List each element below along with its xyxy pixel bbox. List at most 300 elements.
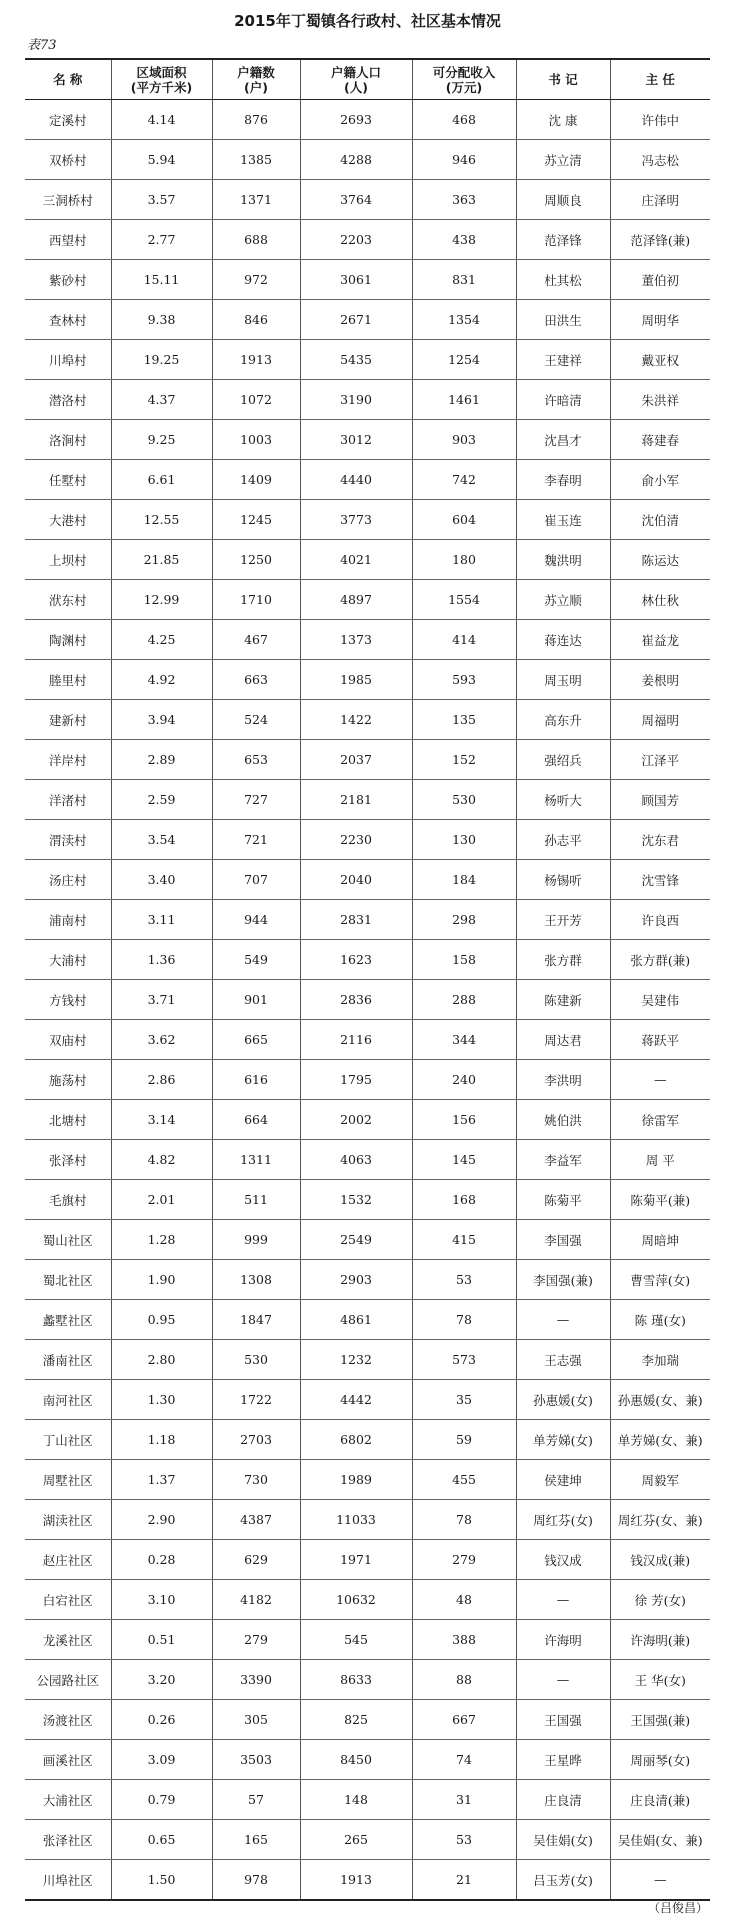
cell-area: 0.28 [111,1540,212,1580]
table-row [25,300,710,340]
cell-secretary: 沈 康 [516,100,610,140]
cell-income: 88 [412,1660,516,1700]
cell-households: 846 [212,300,300,340]
cell-area: 1.90 [111,1260,212,1300]
table-header-row [25,59,710,100]
cell-director: 李加瑞 [610,1340,710,1380]
cell-households: 1250 [212,540,300,580]
cell-income: 363 [412,180,516,220]
table-row [25,500,710,540]
cell-name: 蜀北社区 [25,1260,111,1300]
cell-name: 丁山社区 [25,1420,111,1460]
cell-households: 1913 [212,340,300,380]
cell-secretary: 李益军 [516,1140,610,1180]
cell-area: 1.18 [111,1420,212,1460]
cell-secretary: 强绍兵 [516,740,610,780]
cell-director: 陈菊平(兼) [610,1180,710,1220]
cell-population: 2671 [300,300,412,340]
cell-population: 825 [300,1700,412,1740]
cell-director: 蒋跃平 [610,1020,710,1060]
cell-director: 姜根明 [610,660,710,700]
cell-director: 崔益龙 [610,620,710,660]
cell-secretary: 苏立顺 [516,580,610,620]
cell-area: 2.01 [111,1180,212,1220]
cell-population: 1795 [300,1060,412,1100]
cell-population: 1985 [300,660,412,700]
cell-income: 593 [412,660,516,700]
cell-director: 王国强(兼) [610,1700,710,1740]
cell-population: 10632 [300,1580,412,1620]
cell-director: 林仕秋 [610,580,710,620]
cell-households: 901 [212,980,300,1020]
cell-households: 305 [212,1700,300,1740]
cell-area: 3.20 [111,1660,212,1700]
cell-name: 洛涧村 [25,420,111,460]
cell-income: 438 [412,220,516,260]
cell-population: 4440 [300,460,412,500]
cell-population: 1913 [300,1860,412,1901]
cell-income: 903 [412,420,516,460]
cell-households: 1409 [212,460,300,500]
cell-income: 48 [412,1580,516,1620]
cell-name: 赵庄社区 [25,1540,111,1580]
table-row [25,1620,710,1660]
cell-name: 蜀山社区 [25,1220,111,1260]
table-row [25,1420,710,1460]
cell-income: 1254 [412,340,516,380]
table-row [25,1180,710,1220]
cell-population: 148 [300,1780,412,1820]
cell-households: 978 [212,1860,300,1901]
cell-director: 戴亚权 [610,340,710,380]
table-row [25,620,710,660]
cell-area: 3.94 [111,700,212,740]
cell-name: 白宕社区 [25,1580,111,1620]
cell-secretary: 侯建坤 [516,1460,610,1500]
table-row [25,1020,710,1060]
cell-director: 沈伯清 [610,500,710,540]
cell-income: 468 [412,100,516,140]
cell-area: 2.89 [111,740,212,780]
cell-households: 1847 [212,1300,300,1340]
table-row [25,180,710,220]
cell-income: 455 [412,1460,516,1500]
cell-income: 530 [412,780,516,820]
cell-households: 1385 [212,140,300,180]
cell-name: 汤渡社区 [25,1700,111,1740]
cell-households: 4182 [212,1580,300,1620]
cell-households: 4387 [212,1500,300,1540]
cell-households: 999 [212,1220,300,1260]
cell-area: 4.92 [111,660,212,700]
cell-population: 4861 [300,1300,412,1340]
cell-population: 4063 [300,1140,412,1180]
cell-population: 4897 [300,580,412,620]
cell-area: 1.36 [111,940,212,980]
cell-households: 1003 [212,420,300,460]
cell-secretary: 陈菊平 [516,1180,610,1220]
cell-name: 大浦村 [25,940,111,980]
cell-income: 184 [412,860,516,900]
cell-name: 北塘村 [25,1100,111,1140]
table-row [25,1500,710,1540]
cell-income: 35 [412,1380,516,1420]
header-income: 可分配收入 (万元) [412,59,516,100]
cell-name: 双桥村 [25,140,111,180]
cell-households: 2703 [212,1420,300,1460]
table-row [25,1820,710,1860]
table-row [25,220,710,260]
table-row [25,460,710,500]
table-row [25,100,710,140]
cell-director: 钱汉成(兼) [610,1540,710,1580]
table-row [25,820,710,860]
cell-name: 塍里村 [25,660,111,700]
cell-area: 5.94 [111,140,212,180]
cell-secretary: 孙惠媛(女) [516,1380,610,1420]
table-row [25,1380,710,1420]
cell-secretary: 沈昌才 [516,420,610,460]
cell-secretary: 孙志平 [516,820,610,860]
cell-name: 张泽村 [25,1140,111,1180]
cell-area: 3.09 [111,1740,212,1780]
cell-name: 浦南村 [25,900,111,940]
cell-income: 415 [412,1220,516,1260]
cell-population: 5435 [300,340,412,380]
cell-name: 查林村 [25,300,111,340]
cell-population: 1989 [300,1460,412,1500]
cell-name: 龙溪社区 [25,1620,111,1660]
cell-income: 158 [412,940,516,980]
cell-population: 4021 [300,540,412,580]
cell-households: 1371 [212,180,300,220]
cell-director: 徐雷军 [610,1100,710,1140]
cell-secretary: 魏洪明 [516,540,610,580]
cell-households: 944 [212,900,300,940]
cell-name: 南河社区 [25,1380,111,1420]
cell-director: 沈雪锋 [610,860,710,900]
cell-secretary: 周达君 [516,1020,610,1060]
cell-population: 8633 [300,1660,412,1700]
cell-name: 洑东村 [25,580,111,620]
cell-area: 2.80 [111,1340,212,1380]
cell-income: 1554 [412,580,516,620]
table-row [25,1780,710,1820]
cell-population: 2230 [300,820,412,860]
cell-secretary: 陈建新 [516,980,610,1020]
table-row [25,1340,710,1380]
table-row [25,700,710,740]
cell-secretary: 周红芬(女) [516,1500,610,1540]
cell-director: 周丽琴(女) [610,1740,710,1780]
cell-income: 414 [412,620,516,660]
header-secretary: 书 记 [516,59,610,100]
header-director: 主 任 [610,59,710,100]
cell-area: 3.71 [111,980,212,1020]
cell-population: 1971 [300,1540,412,1580]
cell-secretary: 范泽锋 [516,220,610,260]
header-area: 区域面积 (平方千米) [111,59,212,100]
cell-secretary: — [516,1300,610,1340]
cell-population: 1623 [300,940,412,980]
cell-director: 吴佳娟(女、兼) [610,1820,710,1860]
cell-population: 3764 [300,180,412,220]
cell-secretary: 蒋连达 [516,620,610,660]
cell-name: 潜洛村 [25,380,111,420]
cell-area: 3.62 [111,1020,212,1060]
cell-households: 721 [212,820,300,860]
cell-name: 定溪村 [25,100,111,140]
cell-area: 1.50 [111,1860,212,1901]
cell-area: 9.25 [111,420,212,460]
cell-population: 3773 [300,500,412,540]
cell-name: 洋岸村 [25,740,111,780]
cell-population: 8450 [300,1740,412,1780]
cell-area: 4.37 [111,380,212,420]
cell-population: 4288 [300,140,412,180]
cell-secretary: 周玉明 [516,660,610,700]
header-population: 户籍人口 (人) [300,59,412,100]
cell-population: 2203 [300,220,412,260]
cell-director: 张方群(兼) [610,940,710,980]
cell-secretary: 田洪生 [516,300,610,340]
cell-director: 俞小军 [610,460,710,500]
cell-name: 蠡墅社区 [25,1300,111,1340]
cell-director: 周毅军 [610,1460,710,1500]
cell-income: 53 [412,1820,516,1860]
cell-secretary: 杨听大 [516,780,610,820]
cell-area: 3.40 [111,860,212,900]
cell-secretary: 许海明 [516,1620,610,1660]
cell-director: 周暗坤 [610,1220,710,1260]
cell-area: 21.85 [111,540,212,580]
cell-secretary: 许暗清 [516,380,610,420]
cell-population: 2549 [300,1220,412,1260]
cell-area: 9.38 [111,300,212,340]
cell-households: 3390 [212,1660,300,1700]
cell-population: 3012 [300,420,412,460]
cell-area: 3.10 [111,1580,212,1620]
table-row [25,420,710,460]
table-row [25,380,710,420]
cell-income: 388 [412,1620,516,1660]
cell-director: 江泽平 [610,740,710,780]
cell-area: 0.51 [111,1620,212,1660]
cell-director: 陈运达 [610,540,710,580]
cell-households: 616 [212,1060,300,1100]
cell-population: 1422 [300,700,412,740]
cell-income: 1461 [412,380,516,420]
cell-households: 664 [212,1100,300,1140]
table-row [25,780,710,820]
cell-households: 524 [212,700,300,740]
cell-area: 2.86 [111,1060,212,1100]
cell-income: 53 [412,1260,516,1300]
cell-name: 川埠社区 [25,1860,111,1901]
cell-area: 3.57 [111,180,212,220]
cell-director: — [610,1860,710,1901]
cell-income: 279 [412,1540,516,1580]
cell-name: 大浦社区 [25,1780,111,1820]
table-row [25,740,710,780]
cell-households: 3503 [212,1740,300,1780]
table-row [25,860,710,900]
cell-director: 陈 瑾(女) [610,1300,710,1340]
cell-secretary: — [516,1580,610,1620]
cell-director: — [610,1060,710,1100]
table-row [25,260,710,300]
cell-households: 1308 [212,1260,300,1300]
table-row [25,1460,710,1500]
cell-director: 孙惠媛(女、兼) [610,1380,710,1420]
cell-population: 2836 [300,980,412,1020]
cell-households: 665 [212,1020,300,1060]
cell-secretary: 李国强 [516,1220,610,1260]
cell-population: 1373 [300,620,412,660]
cell-secretary: 李国强(兼) [516,1260,610,1300]
cell-secretary: 钱汉成 [516,1540,610,1580]
table-row [25,1100,710,1140]
cell-director: 曹雪萍(女) [610,1260,710,1300]
cell-name: 施荡村 [25,1060,111,1100]
cell-area: 2.90 [111,1500,212,1540]
header-name: 名 称 [25,59,111,100]
table-row [25,1860,710,1901]
cell-income: 831 [412,260,516,300]
cell-name: 建新村 [25,700,111,740]
cell-households: 653 [212,740,300,780]
cell-name: 毛旗村 [25,1180,111,1220]
cell-name: 双庙村 [25,1020,111,1060]
cell-secretary: 姚伯洪 [516,1100,610,1140]
cell-population: 6802 [300,1420,412,1460]
cell-area: 12.99 [111,580,212,620]
cell-name: 张泽社区 [25,1820,111,1860]
cell-income: 152 [412,740,516,780]
cell-income: 135 [412,700,516,740]
cell-area: 15.11 [111,260,212,300]
cell-director: 董伯初 [610,260,710,300]
cell-population: 4442 [300,1380,412,1420]
cell-population: 2693 [300,100,412,140]
cell-households: 629 [212,1540,300,1580]
cell-area: 3.54 [111,820,212,860]
cell-income: 21 [412,1860,516,1901]
table-row [25,1540,710,1580]
cell-population: 1532 [300,1180,412,1220]
cell-director: 吴建伟 [610,980,710,1020]
table-row [25,1140,710,1180]
cell-population: 2903 [300,1260,412,1300]
cell-area: 12.55 [111,500,212,540]
cell-households: 730 [212,1460,300,1500]
cell-secretary: 杨锡听 [516,860,610,900]
cell-secretary: 张方群 [516,940,610,980]
cell-area: 0.65 [111,1820,212,1860]
table-row [25,540,710,580]
cell-population: 545 [300,1620,412,1660]
cell-area: 2.59 [111,780,212,820]
cell-income: 604 [412,500,516,540]
cell-population: 3190 [300,380,412,420]
cell-secretary: 王建祥 [516,340,610,380]
cell-secretary: 苏立清 [516,140,610,180]
cell-name: 上坝村 [25,540,111,580]
cell-population: 2116 [300,1020,412,1060]
cell-income: 344 [412,1020,516,1060]
cell-households: 1245 [212,500,300,540]
cell-area: 6.61 [111,460,212,500]
cell-director: 周 平 [610,1140,710,1180]
cell-director: 庄良清(兼) [610,1780,710,1820]
cell-secretary: 庄良清 [516,1780,610,1820]
cell-secretary: — [516,1660,610,1700]
cell-households: 511 [212,1180,300,1220]
cell-population: 2831 [300,900,412,940]
cell-population: 11033 [300,1500,412,1540]
cell-name: 川埠村 [25,340,111,380]
cell-households: 1072 [212,380,300,420]
cell-name: 陶渊村 [25,620,111,660]
cell-income: 742 [412,460,516,500]
cell-director: 沈东君 [610,820,710,860]
cell-population: 2002 [300,1100,412,1140]
author-credit: （吕俊昌） [647,1901,708,1915]
cell-income: 180 [412,540,516,580]
cell-name: 周墅社区 [25,1460,111,1500]
cell-secretary: 吴佳娟(女) [516,1820,610,1860]
cell-director: 蒋建春 [610,420,710,460]
cell-director: 周明华 [610,300,710,340]
table-row [25,580,710,620]
table-row [25,1260,710,1300]
cell-director: 冯志松 [610,140,710,180]
cell-name: 紫砂村 [25,260,111,300]
cell-director: 王 华(女) [610,1660,710,1700]
cell-income: 573 [412,1340,516,1380]
cell-households: 1311 [212,1140,300,1180]
cell-households: 972 [212,260,300,300]
statistics-table [25,58,710,1901]
table-row [25,660,710,700]
cell-area: 1.37 [111,1460,212,1500]
cell-secretary: 王志强 [516,1340,610,1380]
cell-secretary: 王星晔 [516,1740,610,1780]
cell-households: 876 [212,100,300,140]
cell-households: 165 [212,1820,300,1860]
cell-population: 2037 [300,740,412,780]
cell-area: 2.77 [111,220,212,260]
cell-households: 467 [212,620,300,660]
table-row [25,1660,710,1700]
cell-income: 240 [412,1060,516,1100]
cell-households: 549 [212,940,300,980]
cell-secretary: 周顺良 [516,180,610,220]
page-title: 2015年丁蜀镇各行政村、社区基本情况 [234,12,501,30]
cell-director: 许良西 [610,900,710,940]
cell-households: 57 [212,1780,300,1820]
cell-area: 4.14 [111,100,212,140]
table-row [25,1300,710,1340]
cell-director: 单芳娣(女、兼) [610,1420,710,1460]
cell-name: 西望村 [25,220,111,260]
cell-secretary: 高东升 [516,700,610,740]
cell-households: 1722 [212,1380,300,1420]
cell-name: 湖渎社区 [25,1500,111,1540]
cell-area: 4.25 [111,620,212,660]
cell-income: 78 [412,1300,516,1340]
header-households: 户籍数 (户) [212,59,300,100]
